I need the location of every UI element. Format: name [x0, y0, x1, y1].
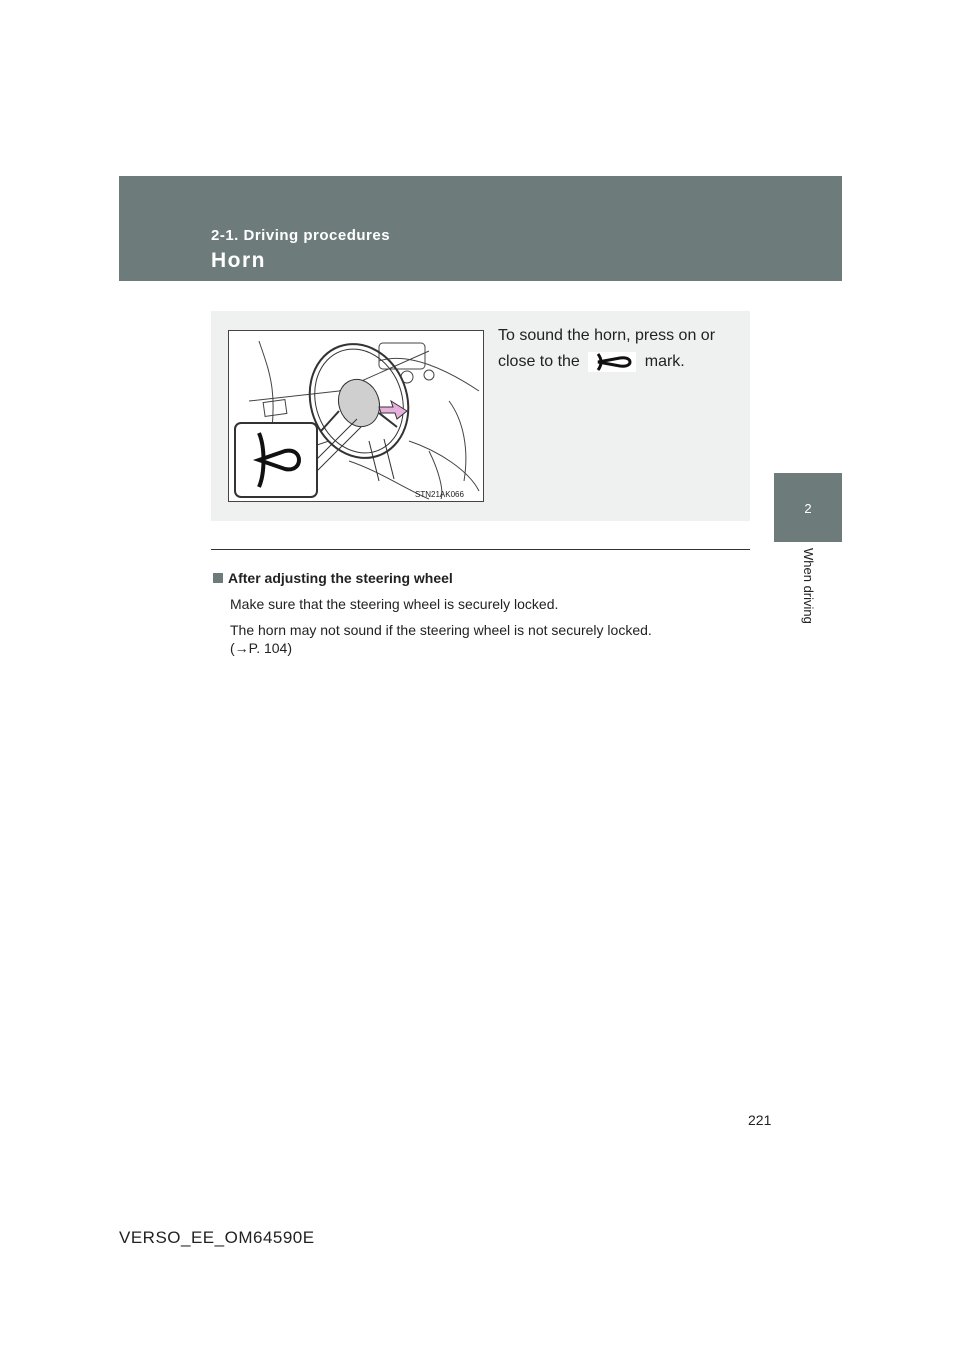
instruction-text: To sound the horn, press on or close to the [498, 327, 716, 370]
section-label: 2-1. Driving procedures [211, 227, 391, 244]
figure-box [211, 311, 750, 521]
figure-code: STN21AK066 [415, 490, 464, 499]
page-reference-link[interactable]: (→P. 104) [230, 640, 292, 656]
section-divider [211, 549, 750, 550]
chapter-number: 2 [804, 501, 812, 516]
bullet-square-icon [213, 573, 223, 583]
instruction-text-end: mark. [644, 353, 685, 370]
horn-instruction [498, 323, 743, 375]
header-bar [119, 176, 842, 281]
note-heading [213, 570, 453, 586]
chapter-label: When driving [801, 548, 816, 624]
note-line-1: Make sure that the steering wheel is securely locked. [230, 596, 559, 612]
document-code: VERSO_EE_OM64590E [119, 1228, 315, 1247]
steering-wheel-drawing [229, 331, 483, 501]
steering-wheel-illustration [228, 330, 484, 502]
horn-icon [588, 352, 636, 372]
note-line-2: The horn may not sound if the steering wheel is not securely locked. [230, 622, 652, 638]
note-heading-text: After adjusting the steering wheel [228, 570, 453, 586]
page-title: Horn [211, 249, 266, 272]
page-number: 221 [748, 1112, 772, 1128]
chapter-tab [774, 473, 842, 542]
